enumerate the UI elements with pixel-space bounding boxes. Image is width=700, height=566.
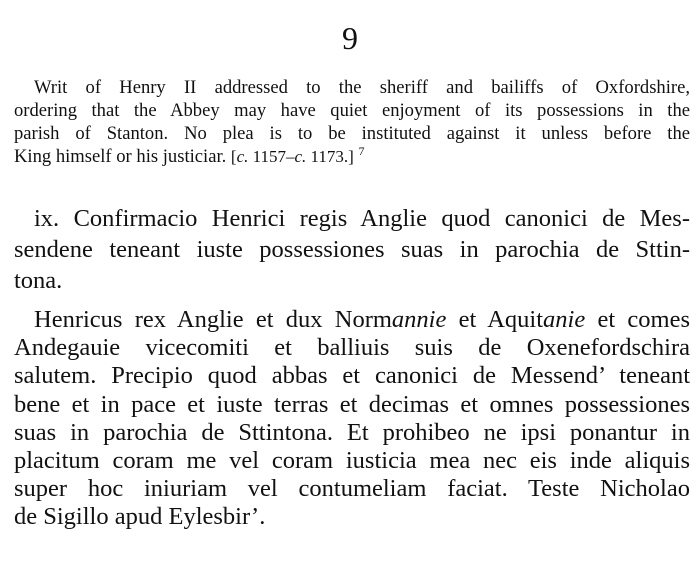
charter-text-segment: et comes [585, 306, 690, 333]
heading-line: tona. [14, 267, 63, 294]
page-number: 9 [342, 20, 358, 56]
charter-line: suas in parochia de Sttintona. Et prohibeo ne ipsi ponantur in [14, 418, 690, 446]
charter-text-segment: et Aquit [446, 306, 544, 333]
footnote-marker: 7 [358, 143, 365, 158]
charter-text [14, 306, 690, 532]
charter-expansion: annie [391, 306, 447, 333]
charter-line: bene et in pace et iuste terras et decimas et omnes possessiones [14, 390, 690, 418]
charter-line: salutem. Precipio quod abbas et canonici de Messend’ teneant [14, 362, 690, 390]
charter-summary [14, 76, 690, 168]
summary-line: parish of Stanton. No plea is to be instituted against it unless before the [14, 123, 690, 144]
summary-line-text: King himself or his justiciar. [14, 146, 231, 167]
summary-line: Writ of Henry II addressed to the sheriff and bailiffs of Oxfordshire, [34, 77, 690, 98]
summary-last-line [14, 145, 690, 168]
charter-line: Andegauie vicecomiti et balliuis suis de Oxenefordschira [14, 334, 690, 362]
charter-heading [14, 203, 690, 296]
heading-line: sendene teneant iuste possessiones suas in parochia de Sttin- [14, 236, 690, 263]
charter-line: placitum coram me vel coram iusticia mea nec eis inde aliquis [14, 447, 690, 475]
charter-text-segment: Henricus rex Anglie et dux Norm [34, 306, 392, 333]
charter-line [14, 306, 690, 334]
charter-line: de Sigillo apud Eylesbir’. [14, 503, 266, 531]
summary-line: ordering that the Abbey may have quiet enjoyment of its possessions in the [14, 100, 690, 121]
charter-expansion: anie [543, 306, 586, 333]
heading-line: ix. Confirmacio Henrici regis Anglie quod canonici de Mes- [34, 205, 690, 232]
summary-date: [c. 1157–c. 1173.] [230, 147, 354, 166]
charter-line: super hoc iniuriam vel contumeliam faciat. Teste Nicholao [14, 475, 690, 503]
